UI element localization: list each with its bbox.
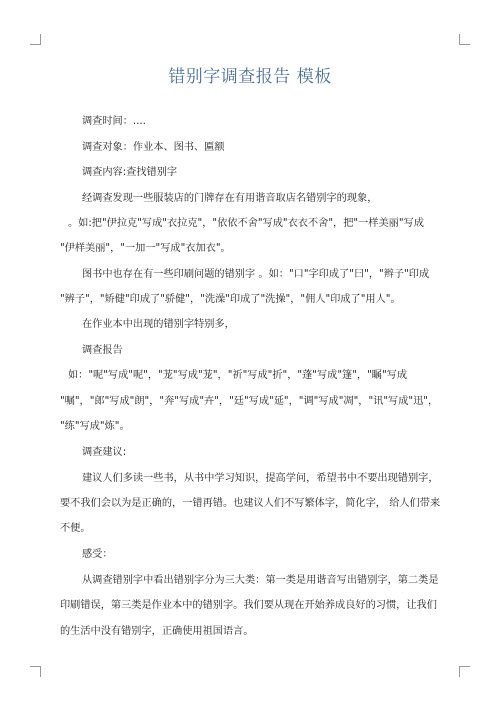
paragraph-line: 图书中也存在有一些印刷问题的错别字 。如："口"字印成了"曰"，"辫子"印成 (82, 269, 430, 280)
crop-mark-top-left (30, 34, 41, 45)
crop-mark-bottom-left (30, 666, 41, 677)
paragraph-line: 建议人们多读一些书，从书中学习知识，提高学问，希望书中不要出现错别字， (82, 473, 439, 484)
paragraph-line: 经调查发现一些服装店的门牌存在有用谐音取店名错别字的现象， (82, 193, 378, 204)
paragraph-line: 如："呢"写成"呢"，"茏"写成"茏"，"祈"写成"折"，"蓬"写成"篷"，"瞩"写成 (68, 370, 408, 381)
paragraph-line: 。如:把"伊拉克"写成"衣拉克"，"依依不舍"写成"衣衣不舍"，把"一样美丽"写成 (68, 218, 424, 229)
line-survey-content: 调查内容:查找错别字 (82, 167, 178, 178)
paragraph-line: 要不我们会以为是正确的，一错再错。也建议人们不写繁体字，简化字， 给人们带来 (60, 498, 441, 509)
crop-mark-bottom-right (459, 666, 470, 677)
paragraph-line: "练"写成"炼"。 (60, 421, 130, 432)
section-heading-feelings: 感受： (82, 549, 113, 560)
document-title: 错别字调查报告 模板 (168, 67, 332, 87)
line-survey-subject: 调查对象：作业本、图书、匾额 (82, 142, 225, 153)
paragraph-line: 从调查错别字中看出错别字分为三大类：第一类是用谐音写出错别字，第二类是 (82, 575, 439, 586)
paragraph-line: 印刷错误，第三类是作业本中的错别字。我们要从现在开始养成良好的习惯，让我们 (60, 600, 437, 611)
crop-mark-top-right (459, 34, 470, 45)
paragraph-line: "辨子"，"矫健"印成了"骄健"，"洗澡"印成了"洗操"，"佣人"印成了"用人"。 (60, 294, 401, 305)
section-heading-report: 调查报告 (82, 345, 123, 356)
paragraph-line: 不便。 (60, 523, 91, 534)
paragraph-line: 的生活中没有错别字，正确使用祖国语言。 (60, 626, 254, 637)
paragraph-line: "伊样美丽"，"一加一"写成"衣加衣"。 (60, 243, 231, 254)
line-survey-time: 调查时间：.... (82, 116, 146, 127)
section-heading-suggestions: 调查建议: (82, 447, 127, 458)
paragraph-line: 在作业本中出现的错别字特别多， (82, 319, 235, 330)
paragraph-line: "嘱"，"郎"写成"朗"，"奔"写成"卉"，"廷"写成"延"，"调"写成"凋"，"讯"写成"迅"， (60, 396, 439, 407)
